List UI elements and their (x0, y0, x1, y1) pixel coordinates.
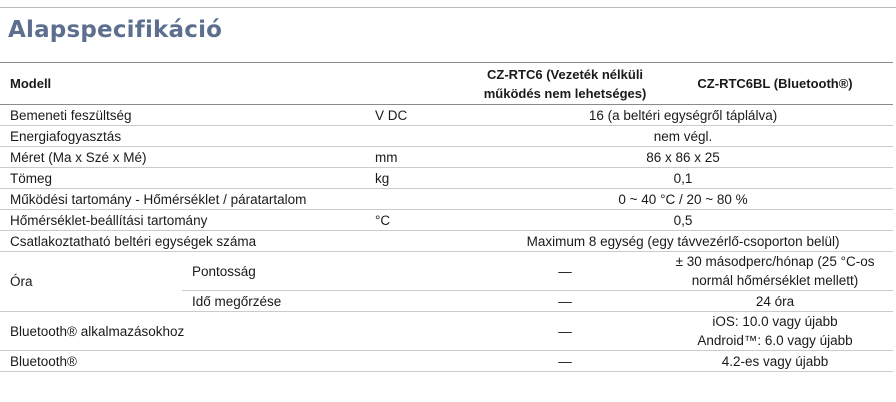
row-value-line: Android™: 6.0 vagy újabb (697, 333, 853, 348)
row-value-rtc6: — (558, 323, 572, 339)
row-label: Bluetooth® alkalmazásokhoz (10, 323, 185, 339)
row-value-rtc6: — (558, 353, 572, 369)
row-label: Működési tartomány - Hőmérséklet / páratartalom (10, 191, 307, 207)
row-label: Bluetooth® (10, 353, 77, 369)
row-value: Maximum 8 egység (egy távvezérlő-csoporton belül) (526, 233, 840, 249)
table-row (0, 189, 893, 210)
row-label: Csatlakoztatható beltéri egységek száma (10, 233, 257, 249)
row-value: 86 x 86 x 25 (646, 149, 720, 165)
table-row (0, 126, 893, 147)
table-row (0, 252, 893, 291)
row-value-rtc6: — (558, 263, 572, 279)
row-unit: °C (375, 212, 391, 228)
col-rtc6bl: CZ-RTC6BL (Bluetooth®) (697, 76, 853, 91)
table-row (0, 351, 893, 372)
row-label: Tömeg (10, 170, 53, 186)
page-title: Alapspecifikáció (8, 17, 223, 43)
row-unit: mm (375, 149, 398, 165)
table-row (0, 147, 893, 168)
table-row (0, 210, 893, 231)
top-divider (0, 7, 896, 8)
col-model: Modell (10, 76, 52, 91)
row-value: nem végl. (653, 128, 713, 144)
row-sublabel: Pontosság (192, 263, 256, 279)
row-value-rtc6bl: 4.2-es vagy újabb (721, 353, 829, 369)
col-rtc6: CZ-RTC6 (Vezeték nélküli működés nem lehetséges) (483, 66, 647, 101)
row-unit: kg (375, 170, 390, 186)
row-label: Méret (Ma x Szé x Mé) (10, 149, 147, 165)
row-value: 0,5 (673, 212, 693, 228)
row-value-rtc6bl: 24 óra (755, 293, 795, 309)
row-label: Óra (0, 252, 182, 312)
row-value-rtc6bl: ± 30 másodperc/hónap (25 °C-os normál hőmérséklet mellett) (675, 254, 875, 288)
row-value: 0,1 (673, 170, 693, 186)
row-label: Energiafogyasztás (10, 128, 122, 144)
row-unit: V DC (375, 107, 408, 123)
table-row (0, 168, 893, 189)
row-sublabel: Idő megőrzése (192, 293, 282, 309)
row-label: Bemeneti feszültség (10, 107, 132, 123)
row-value-rtc6bl (657, 312, 893, 351)
row-value: 16 (a beltéri egységről táplálva) (588, 107, 778, 123)
row-value-rtc6: — (558, 293, 572, 309)
table-row (0, 231, 893, 252)
spec-table (0, 62, 893, 372)
table-row (0, 105, 893, 126)
row-value-line: iOS: 10.0 vagy újabb (712, 314, 838, 329)
row-value: 0 ~ 40 °C / 20 ~ 80 % (618, 191, 748, 207)
row-label: Hőmérséklet-beállítási tartomány (10, 212, 208, 228)
table-row (0, 312, 893, 351)
table-header (0, 63, 893, 105)
